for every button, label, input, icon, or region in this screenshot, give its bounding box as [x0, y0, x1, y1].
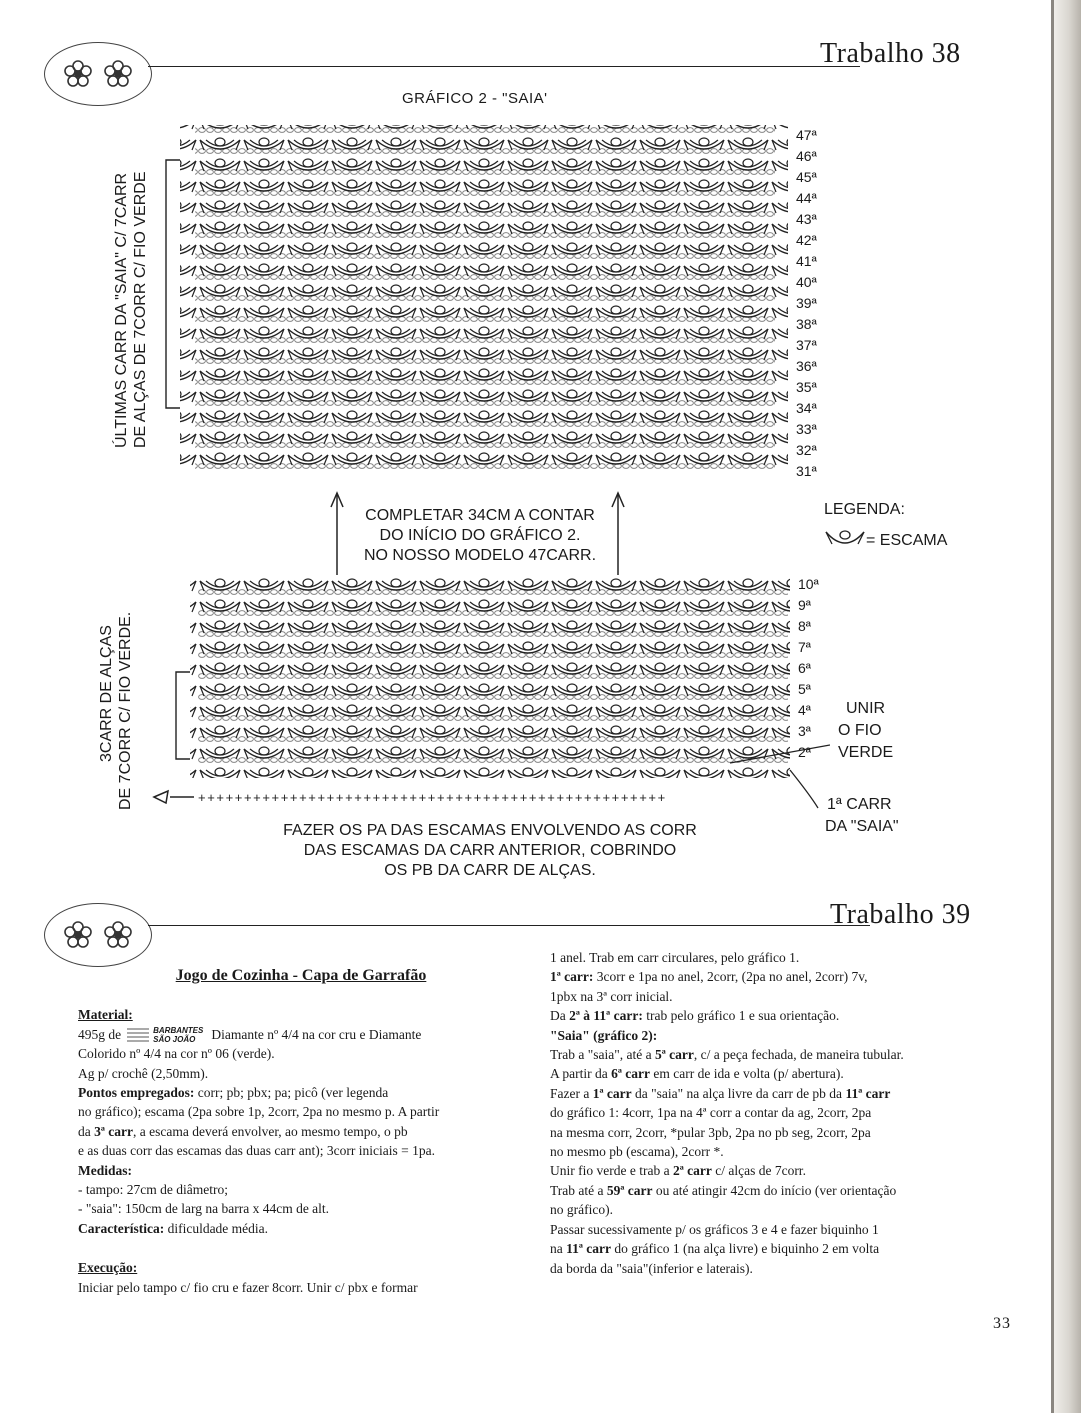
- instr-line7b: 6ª carr: [611, 1066, 651, 1082]
- join-note-line3: VERDE: [838, 744, 894, 761]
- stitches-heading: Pontos empregados:: [78, 1085, 195, 1101]
- row-label: 39ª: [796, 295, 817, 311]
- instr-line16b: 11ª carr: [566, 1241, 612, 1257]
- execution-heading: Execução:: [78, 1260, 138, 1276]
- instr-line2a: 1ª carr:: [550, 969, 594, 985]
- flower-badge: [44, 42, 152, 106]
- instr-line12c: c/ alças de 7corr.: [711, 1163, 806, 1179]
- material-heading: Material:: [78, 1007, 133, 1023]
- left-column: [78, 966, 518, 1297]
- lower-side-label: [97, 612, 135, 810]
- legend-item-label: = ESCAMA: [866, 532, 948, 549]
- complete-note-line2: DO INÍCIO DO GRÁFICO 2.: [379, 527, 581, 544]
- upper-side-label-line1: ÚLTIMAS CARR DA "SAIA" C/ 7CARR: [113, 172, 130, 448]
- upper-chain-block: [195, 125, 775, 470]
- complete-note-line3: NO NOSSO MODELO 47CARR.: [363, 547, 597, 564]
- stitches-line2: no gráfico); escama (2pa sobre 1p, 2corr, 2pa no mesmo p. A partir: [78, 1104, 440, 1120]
- row-label: 41ª: [796, 253, 817, 269]
- instr-line15: Passar sucessivamente p/ os gráficos 3 e 4 e fazer biquinho 1: [550, 1221, 879, 1237]
- lower-side-label-line1: 3CARR DE ALÇAS: [98, 625, 115, 762]
- stitches-line3c: , a escama deverá envolver, ao mesmo tempo, o pb: [133, 1123, 408, 1139]
- instr-line7a: A partir da: [550, 1066, 612, 1082]
- instr-line9: do gráfico 1: 4corr, 1pa na 4ª corr a contar da ag, 2corr, 2pa: [550, 1105, 872, 1121]
- instr-line14: no gráfico).: [550, 1202, 613, 1218]
- lower-chain-block: [198, 578, 788, 778]
- row-label: 33ª: [796, 421, 817, 437]
- crochet-chart: [110, 115, 830, 815]
- graph-title: GRÁFICO 2 - "SAIA': [402, 90, 548, 107]
- stitches-line4: e as duas corr das escamas das duas carr ant); 3corr iniciais = 1pa.: [78, 1143, 435, 1159]
- instr-line6b: 5ª carr: [655, 1047, 694, 1063]
- row-label: 38ª: [796, 316, 817, 332]
- instr-line7c: em carr de ida e volta (p/ abertura).: [650, 1066, 844, 1082]
- instr-line8d: 11ª carr: [845, 1085, 891, 1101]
- join-note-line1: UNIR: [846, 700, 886, 717]
- instr-line13b: 59ª carr: [606, 1182, 653, 1198]
- svg-text:++++++++++++++++++++++++++++++: +++++++++++++++++++++++++++++++++++++++++++++++++++: [198, 790, 667, 805]
- flower-icon: [61, 918, 95, 952]
- header-rule: [148, 925, 870, 926]
- measures-line1: - tampo: 27cm de diâmetro;: [78, 1182, 228, 1198]
- instr-line8b: 1ª carr: [592, 1085, 632, 1101]
- page-number: 33: [993, 1315, 1011, 1332]
- row-label: 36ª: [796, 358, 817, 374]
- first-row-note: [825, 794, 899, 838]
- legend-item: [824, 530, 947, 552]
- material-line2: Colorido nº 4/4 na cor nº 06 (verde).: [78, 1046, 275, 1062]
- difficulty-heading: Característica:: [78, 1220, 165, 1236]
- scale-stitch-icon: [824, 530, 866, 552]
- first-row-note-line1: 1ª CARR: [827, 796, 892, 813]
- stitches-line3b: 3ª carr: [94, 1123, 134, 1139]
- instr-line4c: trab pelo gráfico 1 e sua orientação.: [642, 1008, 840, 1024]
- row-label: 44ª: [796, 190, 817, 206]
- measures-line2: - "saia": 150cm de larg na barra x 44cm de alt.: [78, 1201, 330, 1217]
- chart-instruction-line3: OS PB DA CARR DE ALÇAS.: [384, 862, 596, 879]
- row-label: 9ª: [798, 597, 811, 613]
- complete-note-line1: COMPLETAR 34CM A CONTAR: [365, 507, 595, 524]
- brand-name-line2: SÃO JOÃO: [153, 1034, 196, 1044]
- join-note-line2: O FIO: [838, 722, 882, 739]
- instr-line11: no mesmo pb (escama), 2corr *.: [550, 1144, 724, 1160]
- row-label: 6ª: [798, 660, 811, 676]
- flower-icon: [101, 918, 135, 952]
- flower-badge: [44, 903, 152, 967]
- row-label: 42ª: [796, 232, 817, 248]
- row-label: 34ª: [796, 400, 817, 416]
- measures-heading: Medidas:: [78, 1162, 132, 1178]
- row-label: 37ª: [796, 337, 817, 353]
- row-label: 2ª: [798, 744, 811, 760]
- row-label: 47ª: [796, 127, 817, 143]
- instr-line16a: na: [550, 1241, 567, 1257]
- lower-side-label-line2: DE 7CORR C/ FIO VERDE.: [117, 611, 134, 810]
- difficulty-value: dificuldade média.: [164, 1220, 269, 1236]
- instr-line13c: ou até atingir 42cm do início (ver orientação: [652, 1182, 897, 1198]
- row-label: 40ª: [796, 274, 817, 290]
- row-label: 31ª: [796, 463, 817, 479]
- material-line1b: Diamante nº 4/4 na cor cru e Diamante: [211, 1026, 422, 1042]
- instr-line13a: Trab até a: [550, 1182, 607, 1198]
- chart-instruction-note: [230, 821, 750, 881]
- instr-line10: na mesma corr, 2corr, *pular 3pb, 2pa no pb seg, 2corr, 2pa: [550, 1124, 871, 1140]
- stitches-line1: corr; pb; pbx; pa; picô (ver legenda: [194, 1085, 389, 1101]
- instr-line4b: 2ª à 11ª carr:: [569, 1008, 643, 1024]
- row-label: 35ª: [796, 379, 817, 395]
- instr-line17: da borda da "saia"(inferior e laterais).: [550, 1260, 753, 1276]
- skirt-heading: "Saia" (gráfico 2):: [550, 1027, 658, 1043]
- first-row-note-line2: DA "SAIA": [825, 818, 899, 835]
- upper-side-label-line2: DE ALÇAS DE 7CORR C/ FIO VERDE: [132, 171, 149, 448]
- flower-icon: [101, 57, 135, 91]
- instr-line8c: da "saia" na alça livre da carr de pb da: [631, 1085, 846, 1101]
- header-rule: [148, 66, 860, 67]
- row-label: 4ª: [798, 702, 811, 718]
- instr-line6c: , c/ a peça fechada, de maneira tubular.: [693, 1047, 904, 1063]
- project-title: Jogo de Cozinha - Capa de Garrafão: [175, 967, 427, 984]
- flower-icon: [61, 57, 95, 91]
- upper-side-label: [112, 171, 150, 448]
- instr-line2b: 3corr e 1pa no anel, 2corr, (2pa no anel, 2corr) 7v,: [593, 969, 868, 985]
- instr-line1: 1 anel. Trab em carr circulares, pelo gráfico 1.: [550, 950, 800, 965]
- section-title: Trabalho 38: [820, 38, 961, 69]
- brand-name-line1: BARBANTES: [153, 1025, 204, 1035]
- legend-title: LEGENDA:: [824, 501, 905, 518]
- page-edge: [1051, 0, 1081, 1413]
- execution-line1: Iniciar pelo tampo c/ fio cru e fazer 8corr. Unir c/ pbx e formar: [78, 1279, 418, 1295]
- complete-note: [345, 506, 615, 566]
- row-label: 43ª: [796, 211, 817, 227]
- right-column: [550, 948, 1000, 1278]
- instr-line3: 1pbx na 3ª corr inicial.: [550, 988, 673, 1004]
- row-label: 3ª: [798, 723, 811, 739]
- join-note: [838, 698, 893, 764]
- row-label: 32ª: [796, 442, 817, 458]
- brand-logo: [125, 1026, 203, 1044]
- row-label: 5ª: [798, 681, 811, 697]
- chart-instruction-line1: FAZER OS PA DAS ESCAMAS ENVOLVENDO AS CORR: [283, 822, 697, 839]
- instr-line16c: do gráfico 1 (na alça livre) e biquinho 2 em volta: [611, 1241, 880, 1257]
- material-line3: Ag p/ crochê (2,50mm).: [78, 1065, 209, 1081]
- brand-icon: [125, 1026, 151, 1044]
- instr-line12a: Unir fio verde e trab a: [550, 1163, 673, 1179]
- row-label: 10ª: [798, 576, 819, 592]
- instr-line12b: 2ª carr: [672, 1163, 712, 1179]
- material-line1a: 495g de: [78, 1026, 122, 1042]
- row-label: 8ª: [798, 618, 811, 634]
- chart-instruction-line2: DAS ESCAMAS DA CARR ANTERIOR, COBRINDO: [303, 842, 677, 859]
- instr-line8a: Fazer a: [550, 1085, 593, 1101]
- stitches-line3a: da: [78, 1123, 95, 1139]
- instr-line4a: Da: [550, 1008, 570, 1024]
- row-label: 7ª: [798, 639, 811, 655]
- instr-line6a: Trab a "saia", até a: [550, 1047, 655, 1063]
- row-label: 46ª: [796, 148, 817, 164]
- row-label: 45ª: [796, 169, 817, 185]
- section-title: Trabalho 39: [830, 899, 971, 930]
